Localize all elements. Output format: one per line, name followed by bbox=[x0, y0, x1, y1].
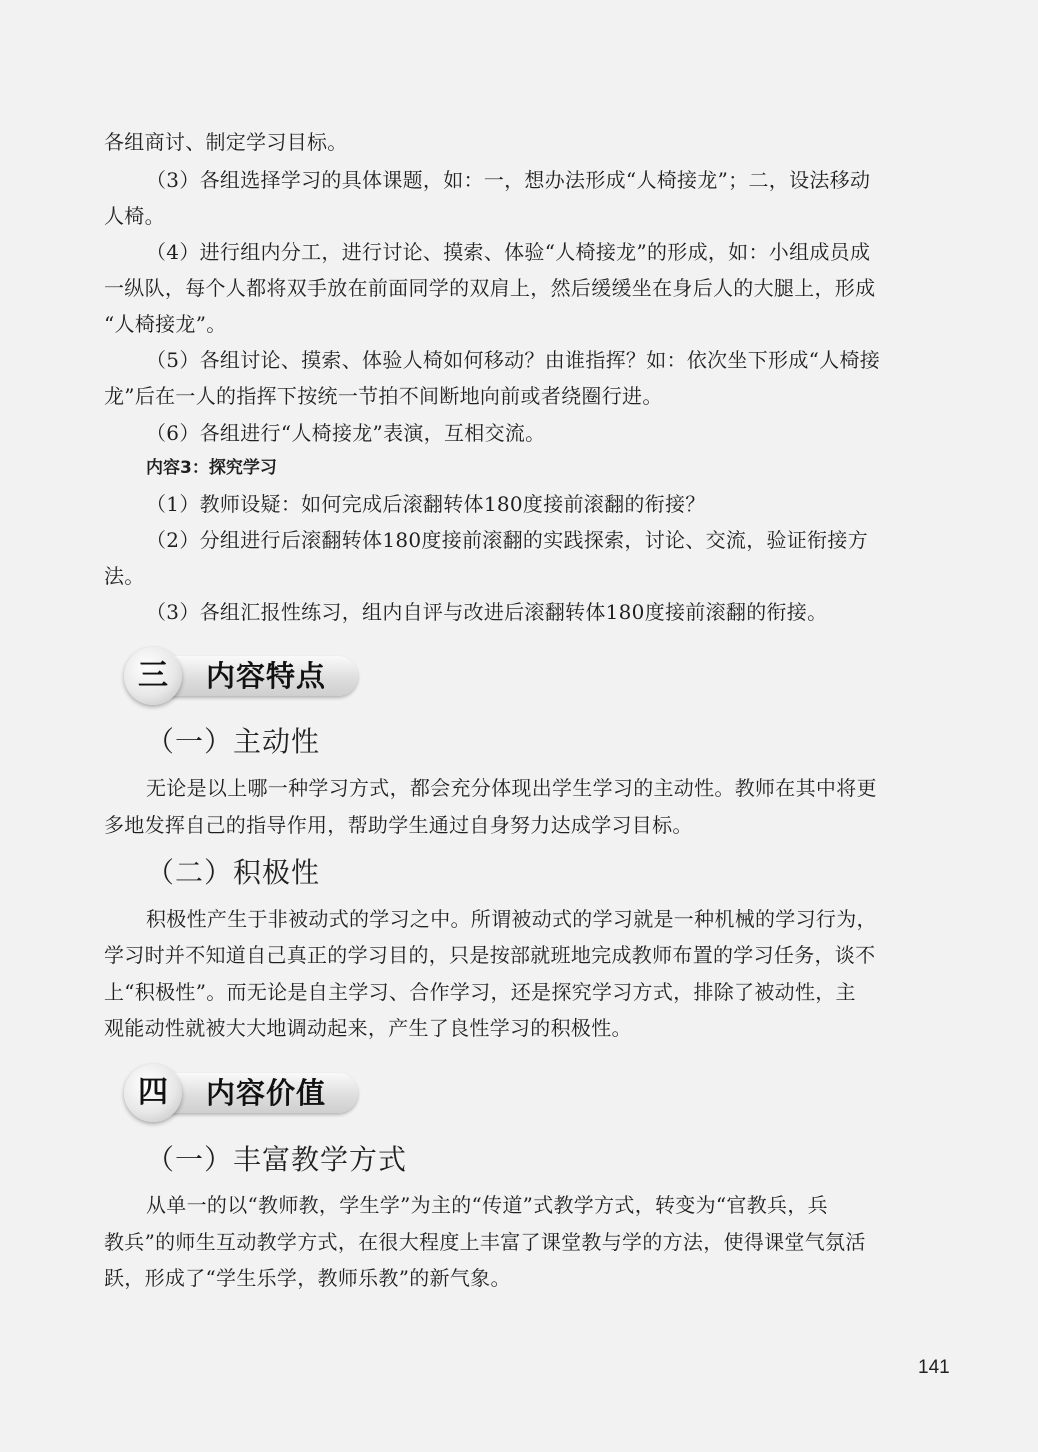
section-heading-4 bbox=[118, 1062, 362, 1124]
subsection-heading: （二）积极性 bbox=[146, 856, 321, 889]
paragraph-line: 观能动性就被大大地调动起来，产生了良性学习的积极性。 bbox=[104, 1016, 632, 1040]
paragraph-line: 龙”后在一人的指挥下按统一节拍不间断地向前或者绕圈行进。 bbox=[104, 384, 663, 408]
paragraph-line: 无论是以上哪一种学习方式，都会充分体现出学生学习的主动性。教师在其中将更 bbox=[146, 776, 877, 800]
paragraph-line: 人椅。 bbox=[104, 204, 165, 228]
paragraph-line: 各组商讨、制定学习目标。 bbox=[104, 130, 348, 154]
paragraph-line: 一纵队，每个人都将双手放在前面同学的双肩上，然后缓缓坐在身后人的大腿上，形成 bbox=[104, 276, 876, 300]
section-number-badge: 四 bbox=[124, 1064, 182, 1122]
paragraph-line: （5）各组讨论、摸索、体验人椅如何移动？由谁指挥？如：依次坐下形成“人椅接 bbox=[146, 348, 881, 372]
paragraph-line: 积极性产生于非被动式的学习之中。所谓被动式的学习就是一种机械的学习行为， bbox=[146, 907, 877, 931]
paragraph-line: 跃，形成了“学生乐学，教师乐教”的新气象。 bbox=[104, 1266, 511, 1290]
paragraph-line: 教兵”的师生互动教学方式，在很大程度上丰富了课堂教与学的方法，使得课堂气氛活 bbox=[104, 1230, 866, 1254]
paragraph-line: “人椅接龙”。 bbox=[104, 312, 227, 336]
section-title: 内容价值 bbox=[206, 1076, 327, 1110]
paragraph-line: （2）分组进行后滚翻转体180度接前滚翻的实践探索，讨论、交流，验证衔接方 bbox=[146, 528, 868, 552]
section-heading-3 bbox=[118, 645, 362, 707]
paragraph-line: （3）各组选择学习的具体课题，如：一，想办法形成“人椅接龙”；二，设法移动 bbox=[146, 168, 871, 192]
paragraph-line: 法。 bbox=[104, 564, 145, 588]
paragraph-line: （3）各组汇报性练习，组内自评与改进后滚翻转体180度接前滚翻的衔接。 bbox=[146, 600, 828, 624]
section-number-badge: 三 bbox=[124, 647, 182, 705]
subsection-heading: （一）主动性 bbox=[146, 725, 321, 758]
page-number: 141 bbox=[918, 1357, 950, 1378]
paragraph-line: （1）教师设疑：如何完成后滚翻转体180度接前滚翻的衔接？ bbox=[146, 492, 706, 516]
paragraph-line: （4）进行组内分工，进行讨论、摸索、体验“人椅接龙”的形成，如：小组成员成 bbox=[146, 240, 871, 264]
paragraph-line: 多地发挥自己的指导作用，帮助学生通过自身努力达成学习目标。 bbox=[104, 813, 693, 837]
paragraph-line: 学习时并不知道自己真正的学习目的，只是按部就班地完成教师布置的学习任务，谈不 bbox=[104, 943, 876, 967]
content-subheading: 内容3：探究学习 bbox=[146, 458, 277, 478]
paragraph-line: 上“积极性”。而无论是自主学习、合作学习，还是探究学习方式，排除了被动性，主 bbox=[104, 980, 856, 1004]
section-title: 内容特点 bbox=[206, 659, 327, 693]
subsection-heading: （一）丰富教学方式 bbox=[146, 1143, 408, 1176]
paragraph-line: （6）各组进行“人椅接龙”表演，互相交流。 bbox=[146, 421, 546, 445]
paragraph-line: 从单一的以“教师教，学生学”为主的“传道”式教学方式，转变为“官教兵，兵 bbox=[146, 1193, 828, 1217]
